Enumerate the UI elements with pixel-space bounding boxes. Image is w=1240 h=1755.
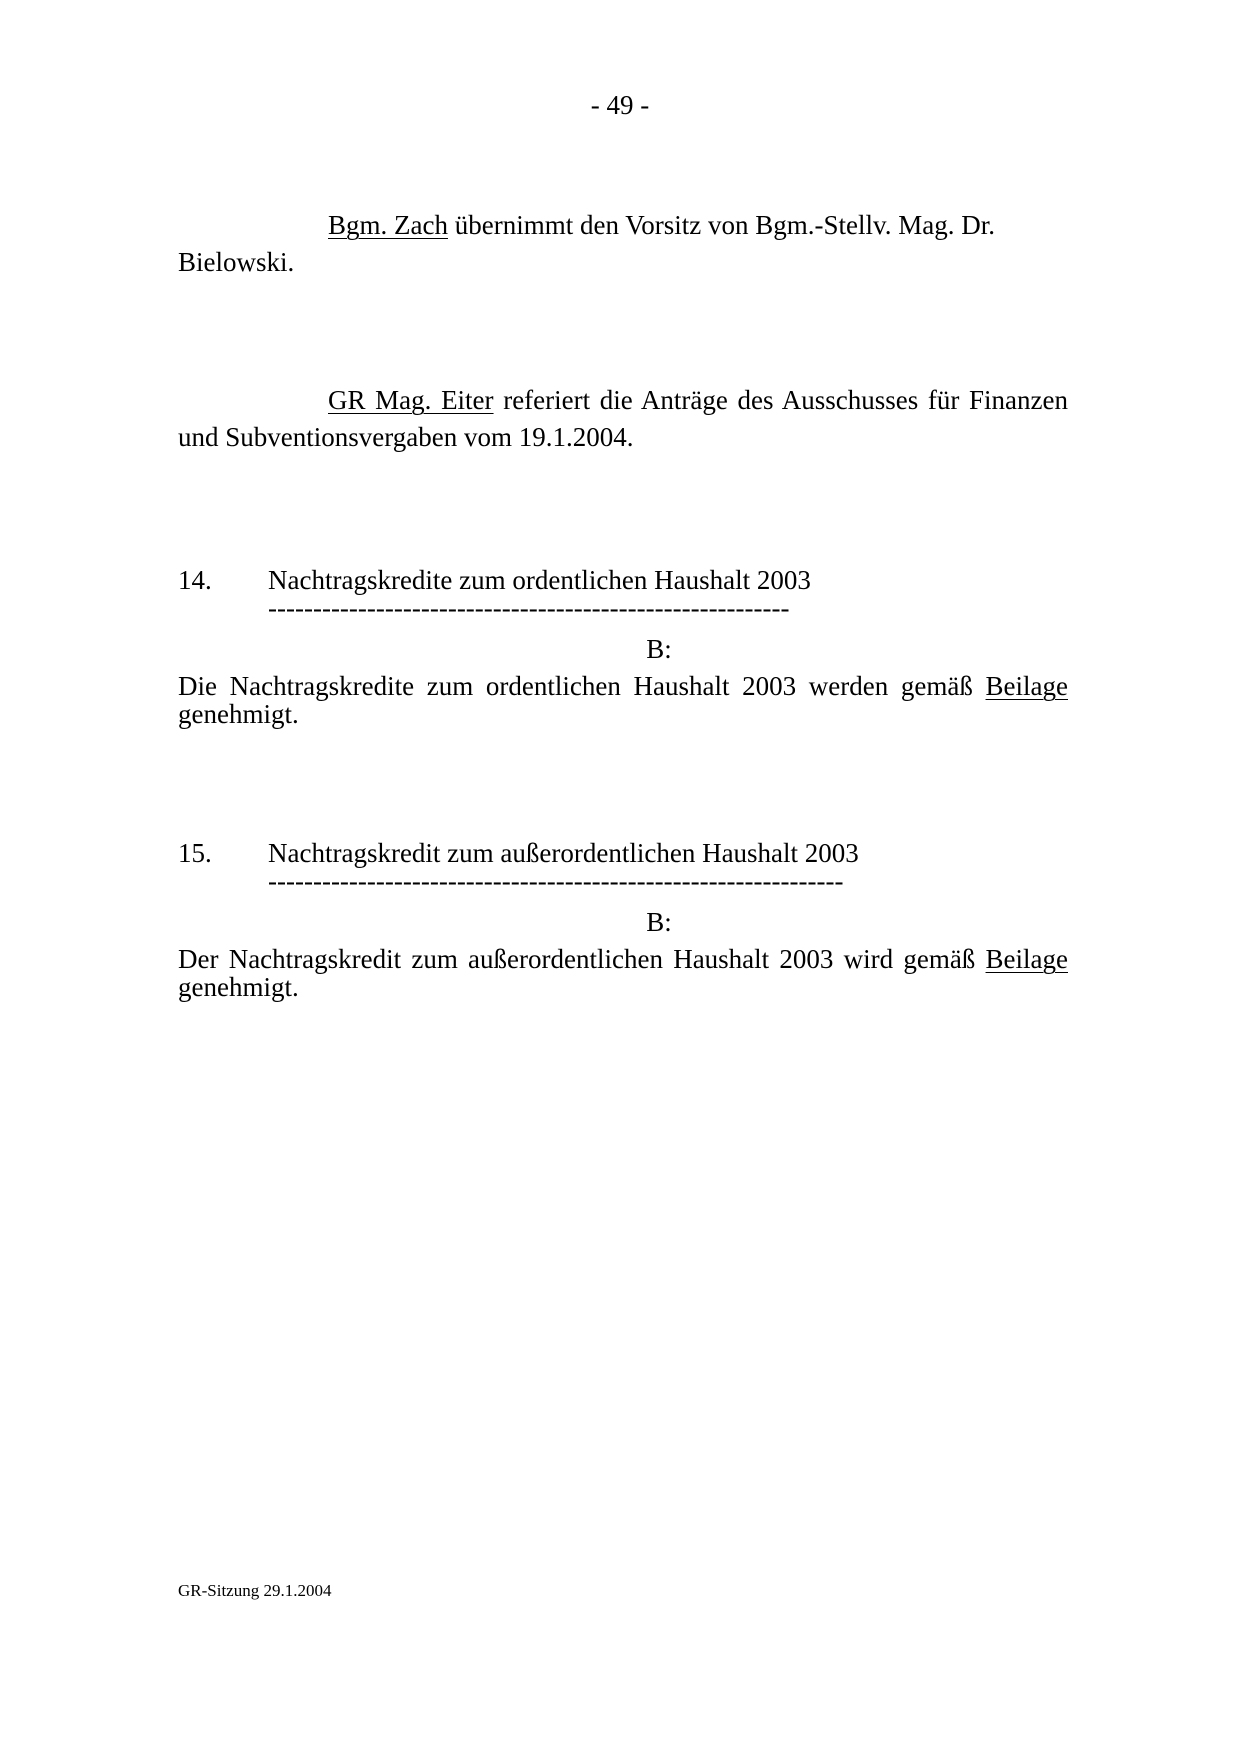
agenda-item-number: 14.	[178, 565, 212, 595]
title-underline-separator: ----------------------------------------------------------------	[268, 866, 844, 896]
beilage-reference: Beilage	[985, 671, 1068, 701]
agenda-item-title: Nachtragskredite zum ordentlichen Haushalt 2003	[268, 565, 811, 595]
speaker-name: Bgm. Zach	[328, 210, 448, 240]
agenda-item-title: Nachtragskredit zum außerordentlichen Haushalt 2003	[268, 838, 859, 868]
decision-label: B:	[646, 634, 672, 664]
agenda-item-14-decision: Die Nachtragskredite zum ordentlichen Haushalt 2003 werden gemäß Beilage genehmigt.	[178, 671, 1068, 729]
title-underline-separator: ----------------------------------------------------------	[268, 593, 790, 623]
chair-transfer-paragraph	[178, 207, 1068, 281]
paragraph-text: referiert die Anträge des Ausschusses für Finanzen und Subventionsvergaben vom 19.1.2004.	[178, 385, 1068, 452]
report-paragraph	[178, 382, 1068, 456]
agenda-item-number: 15.	[178, 838, 212, 868]
agenda-item-15-decision: Der Nachtragskredit zum außerordentlichen Haushalt 2003 wird gemäß Beilage genehmigt.	[178, 944, 1068, 1002]
speaker-name: GR Mag. Eiter	[328, 385, 494, 415]
page-number: - 49 -	[590, 90, 650, 120]
decision-label: B:	[646, 907, 672, 937]
paragraph-text: übernimmt den Vorsitz von Bgm.-Stellv. Mag. Dr. Bielowski.	[178, 210, 995, 277]
beilage-reference: Beilage	[985, 944, 1068, 974]
page-footer: GR-Sitzung 29.1.2004	[178, 1581, 332, 1600]
